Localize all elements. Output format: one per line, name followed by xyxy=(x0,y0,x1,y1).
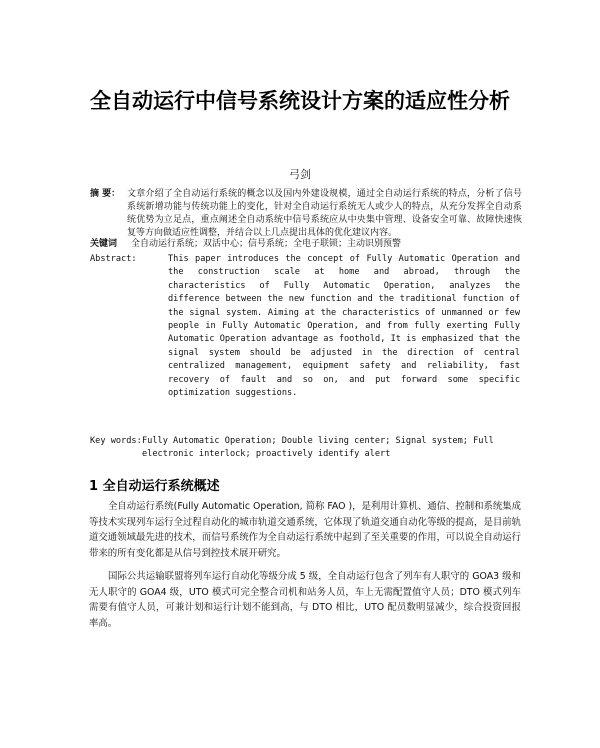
paper-title: 全自动运行中信号系统设计方案的适应性分析 xyxy=(90,89,510,113)
body-paragraph: 国际公共运输联盟将列车运行自动化等级分成 5 级，全自动运行包含了列车有人职守的 GOA3 级和无人职守的 GOA4 级，UTO 模式可完全整合司机和站务人员，车上无需配置值守人员；DTO 模式列车需要有值守人员，可兼计划和运行计划不能到高，与 DTO 相比，UTO 配员数明显减少，综合投资回报率高。 xyxy=(89,571,521,629)
keywords-zh-text: 全自动运行系统；双活中心；信号系统；全电子联锁；主动识别预警 xyxy=(131,239,402,249)
keywords-en-label: Key words: xyxy=(90,436,142,446)
keywords-en-text: Fully Automatic Operation; Double living center; Signal system; Full electronic interlock; proactively identify alert xyxy=(142,436,494,460)
abstract-zh-label: 摘 要： xyxy=(90,189,121,199)
body-paragraph: 全自动运行系统(Fully Automatic Operation, 简称 FAO )，是利用计算机、通信、控制和系统集成等技术实现列车运行全过程自动化的城市轨道交通系统，它体现了轨道交通自动化等级的提高，是目前轨道交通领域最先进的技术，而信号系统作为全自动运行系统中起到了至关重要的作用，可以说全自动运行带来的所有变化都是从信号到控技术展开研究。 xyxy=(89,501,521,559)
author-name: 弓剑 xyxy=(289,168,311,181)
abstract-zh-text: 文章介绍了全自动运行系统的概念以及国内外建设规模，通过全自动运行系统的特点，分析了信号系统新增功能与传统功能上的变化，针对全自动运行系统无人或少人的特点，从充分发挥全自动系统优势为立足点，重点阐述全自动系统中信号系统应从中央集中管理、设备安全可靠、故障快速恢复等方向做适应性调整，并结合以上几点提出具体的优化建议内容。 xyxy=(127,189,522,238)
section-heading: 1 全自动运行系统概述 xyxy=(89,479,220,494)
abstract-en-label: Abstract: xyxy=(90,254,137,264)
abstract-en-text: This paper introduces the concept of Fully Automatic Operation and the construction scale at home and abroad, through the characteristics of Fully Automatic Operation, analyzes the difference between the new function and the traditional function of the signal system. Aiming at the characteristics of unmanned or few people in Fully Automatic Operation, and from fully exerting Fully Automatic Operation advantage as foothold, It is emphasized that the signal system should be adjusted in the direction of central centralized management, equipment safety and reliability, fast recovery of fault and so on, and put forward some specific optimization suggestions. xyxy=(168,254,520,399)
keywords-zh-label: 关键词 xyxy=(90,239,118,249)
